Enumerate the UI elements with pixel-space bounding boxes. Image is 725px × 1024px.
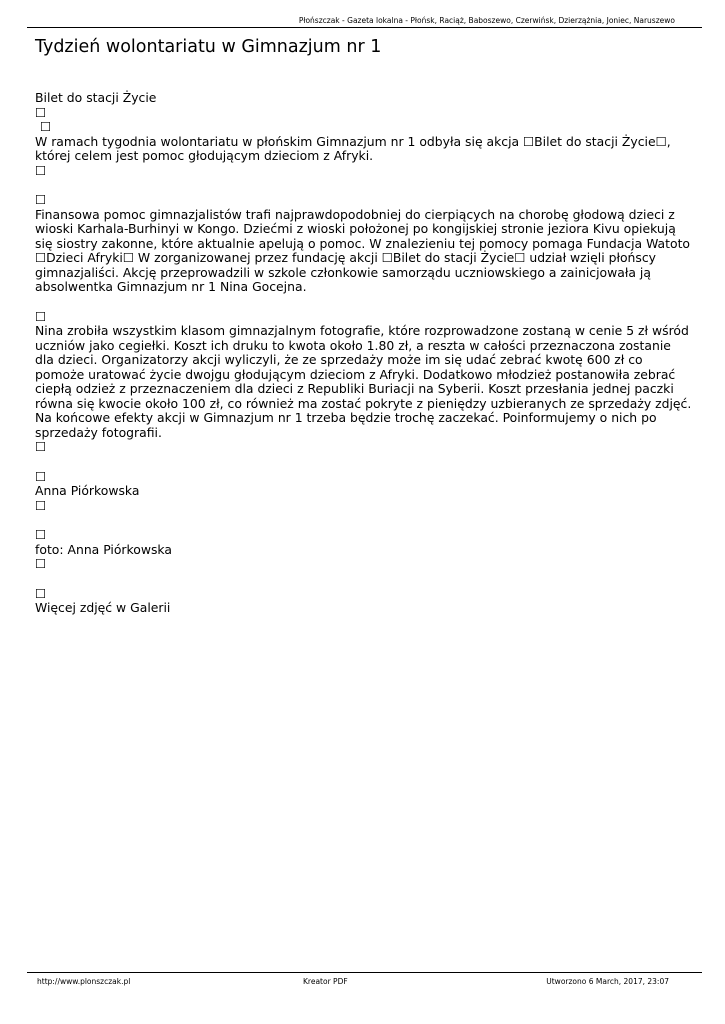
site-header: Płońszczak - Gazeta lokalna - Płońsk, Raciąż, Baboszewo, Czerwińsk, Dzierzążnia, Joniec, Naruszewo: [298, 16, 675, 25]
placeholder-box: ☐: [35, 104, 47, 120]
spacer: [35, 455, 690, 470]
spacer: [35, 513, 690, 528]
footer-url[interactable]: http://www.plonszczak.pl: [37, 977, 131, 986]
photo-credit: foto: Anna Piórkowska: [35, 541, 172, 557]
article-subtitle: Bilet do stacji Życie: [35, 90, 157, 105]
placeholder-box: ☐: [35, 497, 47, 513]
placeholder-box: ☐: [35, 308, 47, 324]
paragraph-2: [35, 208, 690, 295]
placeholder-box: ☐: [35, 439, 47, 454]
paragraph-line: pomoże uratować życie dwojgu głodującym dzieciom z Afryki. Dodatkowo młodzież postanowiła zebrać: [35, 366, 676, 382]
placeholder-box: ☐: [35, 527, 47, 542]
placeholder-box: ☐: [35, 468, 47, 484]
paragraph-line: się siostry zakonne, które aktualnie apelują o pomoc. W znalezieniu tej pomocy pomaga Fundacja Watoto: [35, 235, 691, 251]
paragraph-line: której celem jest pomoc głodującym dzieciom z Afryki.: [35, 148, 374, 163]
footer-created-date: Utworzono 6 March, 2017, 23:07: [546, 977, 669, 986]
spacer: [35, 178, 690, 193]
gallery-link[interactable]: Więcej zdjęć w Galerii: [35, 600, 171, 615]
paragraph-line: Finansowa pomoc gimnazjalistów trafi najprawdopodobniej do cierpiących na chorobę głodową dzieci z: [35, 206, 675, 222]
paragraph-line: sprzedaży fotografii.: [35, 424, 162, 440]
paragraph-line: uczniów jako cegiełki. Koszt ich druku to kwota około 1.80 zł, a reszta w całości przeznaczona zostanie: [35, 337, 671, 353]
paragraph-line: gimnazjaliści. Akcję przeprowadzili w szkole członkowie samorządu uczniowskiego a zainicjowała ją: [35, 264, 651, 280]
placeholder-box: ☐: [35, 556, 47, 571]
paragraph-line: absolwentka Gimnazjum nr 1 Nina Gocejna.: [35, 279, 307, 294]
footer-divider: [27, 972, 702, 973]
paragraph-line: wioski Karhala-Burhinyi w Kongo. Dziećmi z wioski położonej po kongijskiej stronie jeziora Kivu opiekują: [35, 221, 676, 236]
paragraph-line: Nina zrobiła wszystkim klasom gimnazjalnym fotografie, które rozprowadzone zostaną w cenie 5 zł wśród: [35, 323, 689, 338]
placeholder-box: ☐: [40, 119, 52, 134]
paragraph-line: Na końcowe efekty akcji w Gimnazjum nr 1 trzeba będzie trochę zaczekać. Poinformujemy o nich po: [35, 410, 657, 425]
paragraph-line: ciepłą odzież z przeznaczeniem dla dzieci z Republiki Buriacji na Syberii. Koszt przesłania jednej paczki: [35, 381, 674, 396]
paragraph-line: równa się kwocie około 100 zł, co również ma zostać pokryte z pieniędzy uzbieranych ze sprzedaży zdjęć.: [35, 395, 692, 411]
article-body: [35, 91, 690, 616]
paragraph-line: dla dzieci. Organizatorzy akcji wyliczyli, że ze sprzedaży może im się udać zebrać kwotę 600 zł co: [35, 352, 643, 367]
paragraph-3: [35, 324, 690, 440]
paragraph-1: [35, 135, 690, 164]
paragraph-line: W ramach tygodnia wolontariatu w płońskim Gimnazjum nr 1 odbyła się akcja ☐Bilet do stacji Życie☐,: [35, 133, 671, 149]
header-divider: [27, 27, 702, 28]
placeholder-box: ☐: [35, 162, 47, 178]
paragraph-line: ☐Dzieci Afryki☐ W zorganizowanej przez fundację akcji ☐Bilet do stacji Życie☐ udział wzięli płońscy: [35, 250, 657, 265]
author-name: Anna Piórkowska: [35, 483, 140, 498]
article-title: Tydzień wolontariatu w Gimnazjum nr 1: [35, 37, 382, 57]
spacer: [35, 572, 690, 587]
spacer: [35, 295, 690, 310]
placeholder-box: ☐: [35, 585, 47, 601]
footer-generator: Kreator PDF: [303, 977, 348, 986]
placeholder-box: ☐: [35, 192, 47, 207]
